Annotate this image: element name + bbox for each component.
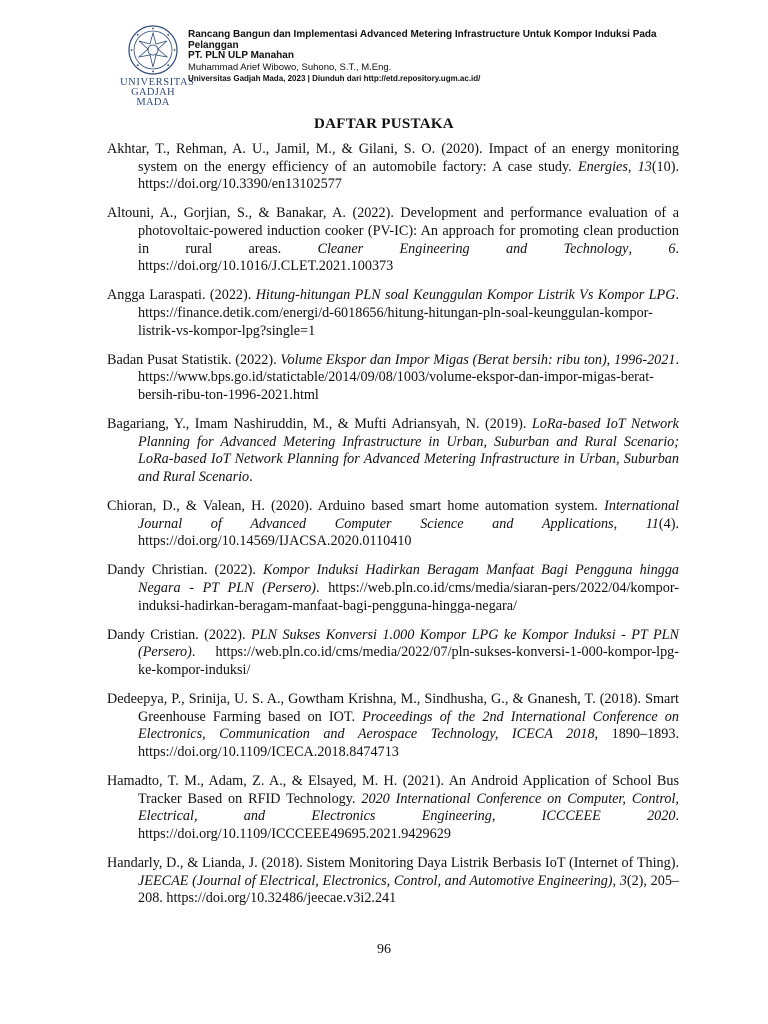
reference-source: 11 — [645, 515, 659, 532]
reference-text: . https://web.pln.co.id/cms/media/2022/07/pln-sukses-konversi-1-000-kompor-lpg-ke-kompor-induksi/ — [138, 644, 679, 678]
reference-text: Hamadto, T. M., Adam, Z. A., & Elsayed, M. H. (2021). An Android Application of School Bus Tracker Based on RFID Technology. — [107, 773, 679, 807]
page-number: 96 — [377, 942, 391, 957]
header-text — [188, 30, 748, 85]
reference-source: 3 — [619, 872, 627, 889]
reference-entry — [107, 416, 679, 486]
reference-entry — [107, 627, 679, 680]
reference-source: Proceedings of the 2nd International Conference on Electronics, Communication and Aerospace Technology, ICECA 2018 — [138, 708, 679, 743]
reference-entry — [107, 773, 679, 843]
page-title: DAFTAR PUSTAKA — [314, 116, 454, 132]
reference-text: Handarly, D., & Lianda, J. (2018). Sistem Monitoring Daya Listrik Berbasis IoT (Internet of Thing). — [107, 855, 679, 872]
reference-text: Altouni, A., Gorjian, S., & Banakar, A. (2022). Development and performance evaluation of a photovoltaic-powered induction cooker (PV-IC): An approach for promoting clean production in rural areas. — [107, 205, 679, 257]
reference-text: , — [613, 515, 646, 532]
reference-list — [107, 141, 679, 920]
reference-source: JEECAE (Journal of Electrical, Electronics, Control, and Automotive Engineering) — [138, 872, 613, 889]
reference-text: , 1890–1893. https://doi.org/10.1109/ICECA.2018.8474713 — [138, 726, 680, 760]
reference-text: , — [628, 240, 669, 257]
ugm-logo — [120, 24, 195, 108]
reference-source: PLN Sukses Konversi 1.000 Kompor LPG ke Kompor Induksi - PT PLN (Persero) — [138, 626, 679, 661]
header-title-line2: Pelanggan — [188, 39, 239, 51]
reference-text: Chioran, D., & Valean, H. (2020). Arduino based smart home automation system. — [107, 498, 605, 515]
reference-entry — [107, 352, 679, 405]
reference-text: . — [249, 468, 253, 485]
logo-text-line2: GADJAH MADA — [131, 87, 175, 108]
reference-text: . https://doi.org/10.1109/ICCCEEE49695.2021.9429629 — [138, 808, 679, 842]
reference-source: LoRa-based IoT Network Planning for Advanced Metering Infrastructure in Urban, Suburban and Rural Scenario; LoRa-based IoT Network Planning for Advanced Metering Infrastructure in Urban, Suburban and Rural Scenario — [138, 416, 679, 485]
ugm-seal-icon — [127, 24, 179, 76]
reference-text: Bagariang, Y., Imam Nashiruddin, M., & Mufti Adriansyah, N. (2019). — [107, 416, 532, 433]
reference-source: Cleaner Engineering and Technology — [317, 240, 629, 257]
page-header — [120, 20, 740, 108]
reference-text: . https://doi.org/10.1016/J.CLET.2021.100373 — [138, 240, 679, 275]
reference-entry — [107, 287, 679, 340]
reference-source: 2020 International Conference on Computer, Control, Electrical, and Electronics Engineering, ICCCEEE 2020 — [138, 790, 679, 825]
reference-entry — [107, 498, 679, 551]
reference-text: . https://finance.detik.com/energi/d-6018656/hitung-hitungan-pln-soal-keunggulan-kompor-listrik-vs-kompor-lpg?single=1 — [138, 287, 679, 339]
reference-text: . https://web.pln.co.id/cms/media/siaran-pers/2022/04/kompor-induksi-hadirkan-beragam-manfaat-bagi-pengguna-hingga-negara/ — [138, 580, 679, 614]
reference-text: Akhtar, T., Rehman, A. U., Jamil, M., & Gilani, S. O. (2020). Impact of an energy monitoring system on the energy efficiency of an automobile factory: A case study. — [107, 141, 679, 175]
reference-text: . https://www.bps.go.id/statictable/2014/09/08/1003/volume-ekspor-dan-impor-migas-berat-bersih-ribu-ton-1996-2021.html — [138, 351, 679, 403]
reference-text: Dedeepya, P., Srinija, U. S. A., Gowtham Krishna, M., Sindhusha, G., & Gnanesh, T. (2018). Smart Greenhouse Farming based on IOT. — [107, 691, 679, 725]
reference-entry — [107, 562, 679, 615]
reference-text: Dandy Christian. (2022). — [107, 562, 263, 579]
reference-source: Energies — [577, 158, 628, 175]
reference-source: 6 — [668, 240, 676, 257]
reference-text: Badan Pusat Statistik. (2022). — [107, 351, 281, 368]
header-title-line1: Rancang Bangun dan Implementasi Advanced Metering Infrastructure Untuk Kompor Induksi Pada — [188, 29, 657, 40]
reference-text: Dandy Cristian. (2022). — [107, 626, 251, 643]
reference-source: Hitung-hitungan PLN soal Keunggulan Kompor Listrik Vs Kompor LPG — [255, 287, 676, 304]
reference-text: (10). https://doi.org/10.3390/en13102577 — [138, 158, 679, 193]
reference-source: Kompor Induksi Hadirkan Beragam Manfaat Bagi Pengguna hingga Negara - PT PLN (Persero) — [138, 562, 680, 597]
reference-entry — [107, 855, 679, 908]
reference-text: (2), 205–208. https://doi.org/10.32486/jeecae.v3i2.241 — [138, 872, 680, 907]
reference-entry — [107, 141, 679, 194]
reference-text: , — [627, 158, 638, 175]
reference-text: (4). https://doi.org/10.14569/IJACSA.2020.0110410 — [138, 515, 679, 550]
reference-text: , — [612, 872, 620, 889]
header-authors: Muhammad Arief Wibowo, Suhono, S.T., M.Eng. — [188, 61, 392, 73]
header-title-line3: PT. PLN ULP Manahan — [188, 50, 294, 61]
reference-text: Angga Laraspati. (2022). — [107, 287, 256, 304]
logo-text-line1: UNIVERSITAS — [120, 77, 195, 88]
reference-source: International Journal of Advanced Computer Science and Applications — [138, 498, 679, 532]
header-source: Universitas Gadjah Mada, 2023 | Diunduh dari http://etd.repository.ugm.ac.id/ — [188, 73, 481, 83]
reference-source: 13 — [637, 158, 652, 175]
reference-entry — [107, 205, 679, 275]
reference-source: Volume Ekspor dan Impor Migas (Berat bersih: ribu ton), 1996-2021 — [280, 351, 676, 368]
reference-entry — [107, 691, 679, 761]
